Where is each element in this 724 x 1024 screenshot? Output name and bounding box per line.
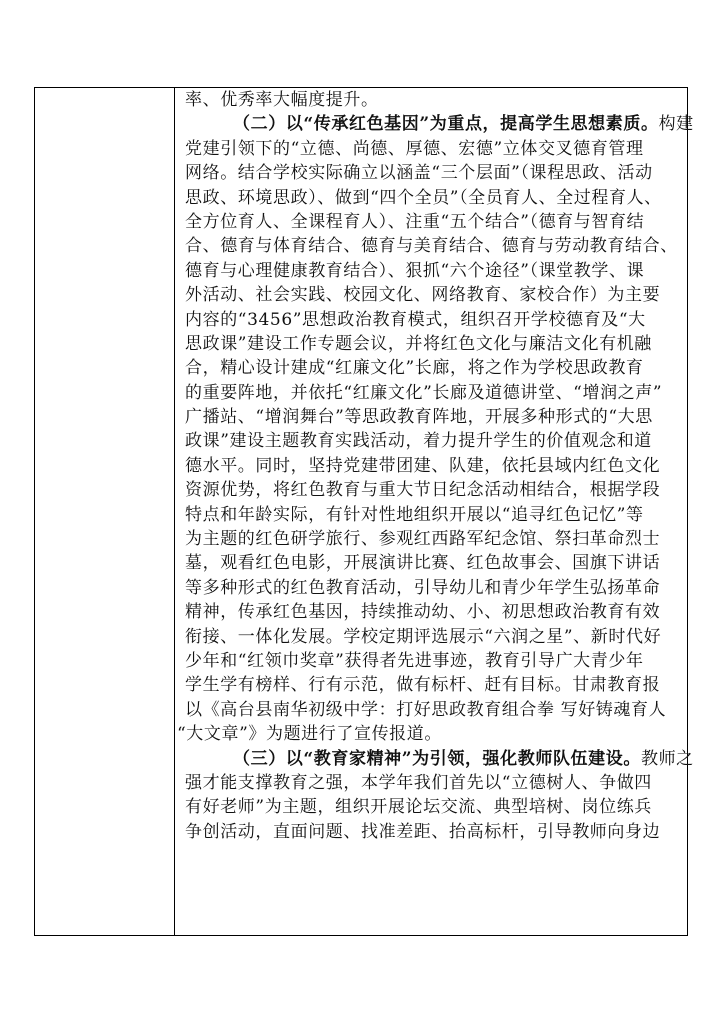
text-line: 德育与心理健康教育结合）、狠抓“六个途径”（课堂教学、课 bbox=[185, 260, 645, 281]
text-line: 内容的“3456”思想政治教育模式，组织召开学校德育及“大 bbox=[185, 309, 646, 330]
text-line bbox=[185, 112, 694, 136]
text-line: 党建引领下的“立德、尚德、厚德、宏德”立体交叉德育管理 bbox=[185, 138, 644, 159]
text-line: 思政课”建设工作专题会议，并将红色文化与廉洁文化有机融 bbox=[185, 333, 652, 354]
section-text: 构建 bbox=[658, 114, 694, 135]
text-line: 全方位育人、全课程育人）、注重“五个结合”（德育与智育结 bbox=[185, 211, 645, 232]
text-line: 德水平。同时，坚持党建带团建、队建，依托县域内红色文化 bbox=[185, 455, 661, 476]
text-line: 资源优势，将红色教育与重大节日纪念活动相结合，根据学段 bbox=[185, 480, 661, 501]
text-line: 衔接、一体化发展。学校定期评选展示“六润之星”、新时代好 bbox=[185, 626, 662, 647]
text-line: “大文章”》为题进行了宣传报道。 bbox=[177, 724, 442, 745]
text-line: 为主题的红色研学旅行、参观红西路军纪念馆、祭扫革命烈士 bbox=[185, 529, 661, 550]
text-line: 少年和“红领巾奖章”获得者先进事迹，教育引导广大青少年 bbox=[185, 650, 644, 671]
text-line: 特点和年龄实际，有针对性地组织开展以“追寻红色记忆”等 bbox=[185, 504, 644, 525]
section-heading: （二）以“传承红色基因”为重点，提高学生思想素质。 bbox=[233, 114, 659, 135]
text-line: 网络。结合学校实际确立以涵盖“三个层面”（课程思政、活动 bbox=[185, 163, 653, 184]
text-line: 墓，观看红色电影，开展演讲比赛、红色故事会、国旗下讲话 bbox=[185, 553, 661, 574]
text-line: 思政、环境思政）、做到“四个全员”（全员育人、全过程育人、 bbox=[185, 187, 662, 208]
text-line: 外活动、社会实践、校园文化、网络教育、家校合作）为主要 bbox=[185, 285, 661, 306]
text-line: 率、优秀率大幅度提升。 bbox=[185, 90, 379, 110]
column-divider bbox=[174, 88, 175, 935]
text-line: 合、德育与体育结合、德育与美育结合、德育与劳动教育结合、 bbox=[185, 236, 678, 257]
section-heading: （三）以“教育家精神”为引领，强化教师队伍建设。 bbox=[233, 748, 641, 769]
text-line: 以《高台县南华初级中学：打好思政教育组合拳 写好铸魂育人 bbox=[185, 699, 667, 720]
section-text: 教师之 bbox=[640, 748, 694, 769]
text-line bbox=[185, 747, 694, 771]
text-line: 学生学有榜样、行有示范，做有标杆、赶有目标。甘肃教育报 bbox=[185, 675, 661, 696]
text-line: 合，精心设计建成“红廉文化”长廊，将之作为学校思政教育 bbox=[185, 358, 644, 379]
text-line: 争创活动，直面问题、找准差距、抬高标杆，引导教师向身边 bbox=[185, 821, 661, 842]
text-line: 等多种形式的红色教育活动，引导幼儿和青少年学生弘扬革命 bbox=[185, 577, 661, 598]
document-table bbox=[34, 87, 694, 936]
body-text-cell bbox=[177, 88, 694, 844]
text-line: 政课”建设主题教育实践活动，着力提升学生的价值观念和道 bbox=[185, 431, 652, 452]
text-line: 精神，传承红色基因，持续推动幼、小、初思想政治教育有效 bbox=[185, 602, 661, 623]
text-line: 的重要阵地，并依托“红廉文化”长廊及道德讲堂、“增润之声” bbox=[185, 382, 663, 403]
text-line: 广播站、“增润舞台”等思政教育阵地，开展多种形式的“大思 bbox=[185, 407, 653, 428]
text-line: 强才能支撑教育之强，本学年我们首先以“立德树人、争做四 bbox=[185, 772, 652, 793]
text-line: 有好老师”为主题，组织开展论坛交流、典型培树、岗位练兵 bbox=[185, 797, 652, 818]
